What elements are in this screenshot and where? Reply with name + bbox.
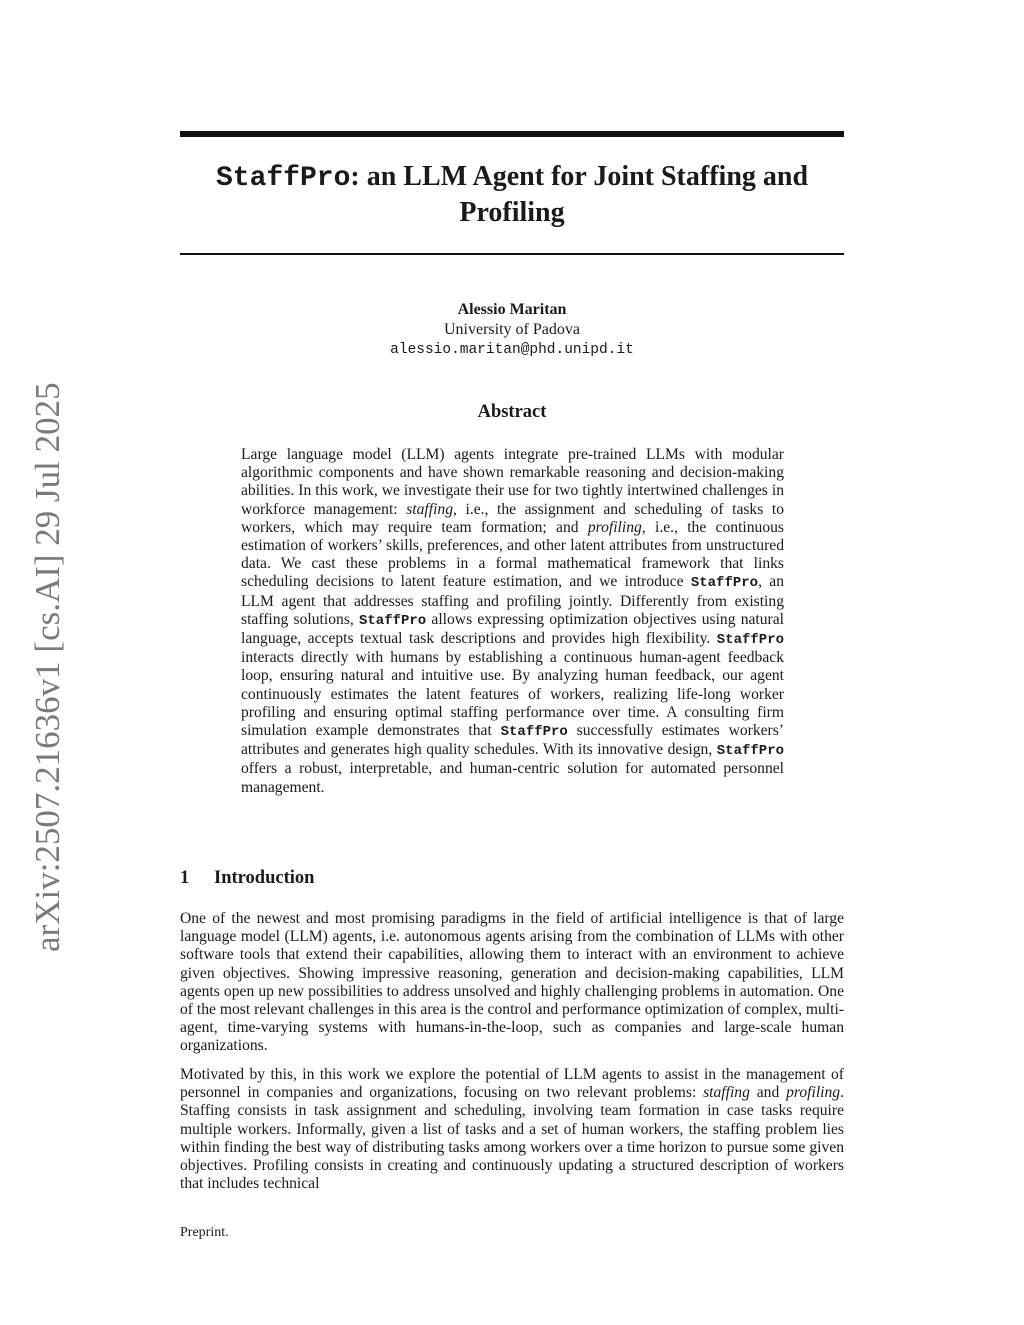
- abstract-staffpro-4: StaffPro: [500, 724, 568, 741]
- section-number: 1: [180, 868, 190, 888]
- title-top-rule: [180, 131, 844, 137]
- arxiv-identifier: arXiv:2507.21636v1 [cs.AI] 29 Jul 2025: [28, 382, 67, 952]
- paper-title: [180, 160, 844, 230]
- abstract-staffpro-3: StaffPro: [716, 632, 784, 649]
- abstract-profiling-term: profiling: [587, 518, 642, 536]
- abstract-text-4: , an LLM agent that addresses staffing and profiling jointly. Differently from existing staffing solutions,: [241, 573, 784, 628]
- abstract-staffpro-1: StaffPro: [690, 575, 759, 592]
- footer-preprint: Preprint.: [180, 1225, 229, 1240]
- author-block: [180, 300, 844, 360]
- intro-p2-and: and: [749, 1084, 787, 1102]
- abstract-heading: Abstract: [477, 402, 547, 422]
- abstract-staffpro-5: StaffPro: [716, 743, 784, 760]
- intro-p2-text-b: . Staffing consists in task assignment and scheduling, involving team formation in case tasks require multiple workers. Informally, given a list of tasks and a set of human workers, the staffing problem lies within finding the best way of distributing tasks among workers over a time horizon to pursue some given objectives. Profiling consists in creating and continuously updating a structured description of workers that includes technical: [180, 1084, 844, 1193]
- section-title: Introduction: [214, 868, 315, 888]
- abstract-text-3: , i.e., the continuous estimation of workers’ skills, preferences, and other latent attributes from unstructured data. We cast these problems in a formal mathematical framework that links scheduling decisions to latent feature estimation, and we introduce: [241, 518, 784, 591]
- intro-p2-staffing: staffing: [703, 1084, 750, 1102]
- abstract-text-5: allows expressing optimization objectives using natural language, accepts textual task descriptions and provides high flexibility.: [241, 610, 784, 648]
- author-email: alessio.maritan@phd.unipd.it: [390, 342, 634, 358]
- intro-p2-text-a: Motivated by this, in this work we explore the potential of LLM agents to assist in the management of personnel in companies and organizations, focusing on two relevant problems:: [180, 1066, 844, 1102]
- abstract-staffing-term: staffing: [406, 500, 454, 518]
- section-heading-introduction: [180, 868, 314, 889]
- intro-paragraph-1: One of the newest and most promising paradigms in the field of artificial intelligence is that of large language model (LLM) agents, i.e. autonomous agents arising from the combination of LLMs with other software tools that extend their capabilities, allowing them to interact with an environment to achieve given objectives. Showing impressive reasoning, generation and decision-making capabilities, LLM agents open up new possibilities to address unsolved and highly challenging problems in automation. One of the most relevant challenges in this area is the control and performance optimization of complex, multi-agent, time-varying systems with humans-in-the-loop, such as companies and large-scale human organizations.: [180, 910, 844, 1055]
- author-affiliation: University of Padova: [444, 321, 580, 338]
- abstract-text-2: , i.e., the assignment and scheduling of tasks to workers, which may require team formation; and: [241, 500, 784, 536]
- intro-p2-profiling: profiling: [786, 1084, 841, 1102]
- title-staffpro: StaffPro: [215, 163, 351, 194]
- intro-paragraph-2: [180, 1066, 844, 1193]
- abstract-text-1: Large language model (LLM) agents integrate pre-trained LLMs with modular algorithmic components and have shown remarkable reasoning and decision-making abilities. In this work, we investigate their use for two tightly intertwined challenges in workforce management:: [241, 446, 784, 518]
- abstract-text-8: offers a robust, interpretable, and human-centric solution for automated personnel management.: [241, 760, 784, 796]
- abstract-text-6: interacts directly with humans by establishing a continuous human-agent feedback loop, ensuring natural and intuitive use. By analyzing human feedback, our agent continuously estimates the latent features of workers, realizing life-long worker profiling and ensuring optimal staffing performance over time. A consulting firm simulation example demonstrates that: [241, 649, 784, 740]
- title-rest: : an LLM Agent for Joint Staffing and Profiling: [350, 161, 809, 228]
- abstract-text-7: successfully estimates workers’ attributes and generates high quality schedules. With its innovative design,: [241, 722, 784, 759]
- abstract-body: [241, 446, 784, 797]
- title-bottom-rule: [180, 253, 844, 255]
- abstract-staffpro-2: StaffPro: [359, 612, 427, 629]
- author-name: Alessio Maritan: [457, 301, 567, 318]
